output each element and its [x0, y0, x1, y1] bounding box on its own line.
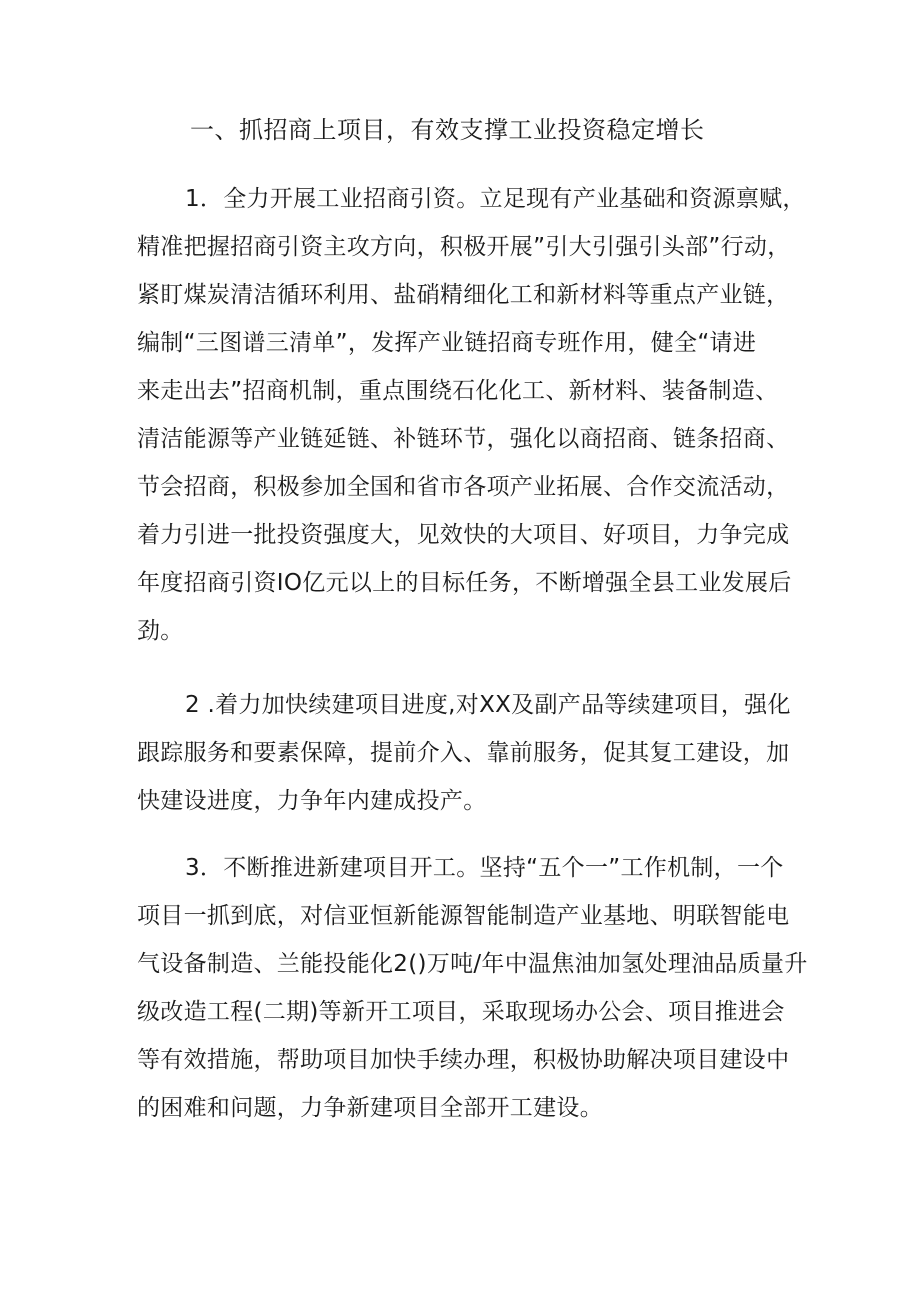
paragraph-line: 等有效措施，帮助项目加快手续办理，积极协助解决项目建设中: [137, 1047, 790, 1073]
paragraph-line: 跟踪服务和要素保障，提前介入、靠前服务，促其复工建设，加: [137, 740, 790, 766]
paragraph-line: 编制“三图谱三清单”，发挥产业链招商专班作用，健全“请进: [137, 330, 757, 356]
paragraph-line: 的困难和问题，力争新建项目全部开工建设。: [137, 1095, 603, 1121]
section-heading: 一、抓招商上项目，有效支撑工业投资稳定增长: [190, 116, 705, 144]
paragraph-investment-attraction: [137, 175, 806, 655]
paragraph-line: 气设备制造、兰能投能化2()万吨/年中温焦油加氢处理油品质量升: [137, 951, 808, 977]
paragraph-line: 1．全力开展工业招商引资。立足现有产业基础和资源禀赋，: [185, 186, 806, 212]
paragraph-line: 节会招商，积极参加全国和省市各项产业拓展、合作交流活动，: [137, 474, 790, 500]
paragraph-line: 3．不断推进新建项目开工。坚持“五个一”工作机制，一个: [185, 855, 784, 881]
paragraph-ongoing-projects: [137, 681, 797, 825]
paragraph-line: 紧盯煤炭清洁循环利用、盐硝精细化工和新材料等重点产业链，: [137, 282, 790, 308]
paragraph-line: 来走出去”招商机制，重点围绕石化化工、新材料、装备制造、: [137, 378, 779, 404]
paragraph-line: 项目一抓到底，对信亚恒新能源智能制造产业基地、明联智能电: [137, 903, 790, 929]
paragraph-line: 着力引进一批投资强度大，见效快的大项目、好项目，力争完成: [137, 522, 790, 548]
paragraph-line: 级改造工程(二期)等新开工项目，采取现场办公会、项目推进会: [137, 999, 785, 1025]
paragraph-line: 2 .着力加快续建项目进度,对XX及副产品等续建项目，强化: [185, 692, 791, 718]
paragraph-line: 劲。: [137, 618, 184, 644]
paragraph-new-projects: [137, 844, 808, 1132]
paragraph-line: 清洁能源等产业链延链、补链环节，强化以商招商、链条招商、: [137, 426, 790, 452]
paragraph-line: 精准把握招商引资主攻方向，积极开展”引大引强引头部”行动，: [137, 234, 791, 260]
paragraph-line: 年度招商引资IO亿元以上的目标任务，不断增强全县工业发展后: [137, 570, 792, 596]
paragraph-line: 快建设进度，力争年内建成投产。: [137, 788, 487, 814]
